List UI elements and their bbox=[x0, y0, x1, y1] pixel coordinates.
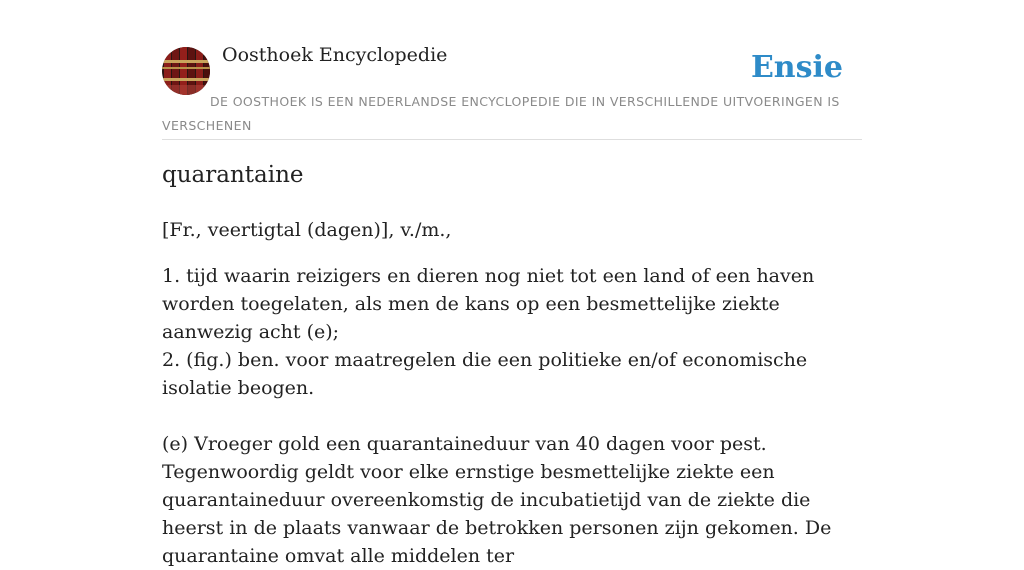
site-name-link[interactable]: Oosthoek Encyclopedie bbox=[222, 44, 448, 66]
brand-logo-link[interactable]: Ensie bbox=[750, 50, 843, 85]
page-title: quarantaine bbox=[162, 162, 304, 188]
book-spines-icon bbox=[162, 47, 210, 95]
entry-note: (e) Vroeger gold een quarantaineduur van 40 dagen voor pest. Tegenwoordig geldt voor elke ernstige besmettelijke ziekte een quarantaineduur overeenkomstig de incubatietijd van de ziekte die heerst in de plaats vanwaar de betrokken personen zijn gekomen. De quarantaine omvat alle middelen ter bbox=[162, 433, 832, 567]
etymology: [Fr., veertigtal (dagen)], v./m., bbox=[162, 219, 452, 241]
definition-1: 1. tijd waarin reizigers en dieren nog niet tot een land of een haven worden toegelaten, als men de kans op een besmettelijke ziekte aanwezig acht (e); bbox=[162, 265, 815, 343]
site-tagline: DE OOSTHOEK IS EEN NEDERLANDSE ENCYCLOPEDIE DIE IN VERSCHILLENDE UITVOERINGEN IS VERSCHENEN bbox=[162, 94, 840, 133]
paragraph-spacer bbox=[162, 402, 862, 430]
definition-2: 2. (fig.) ben. voor maatregelen die een politieke en/of economische isolatie beogen. bbox=[162, 349, 808, 399]
avatar[interactable] bbox=[162, 47, 210, 95]
header-divider bbox=[162, 139, 862, 140]
page bbox=[162, 0, 862, 567]
entry-body bbox=[162, 216, 862, 570]
